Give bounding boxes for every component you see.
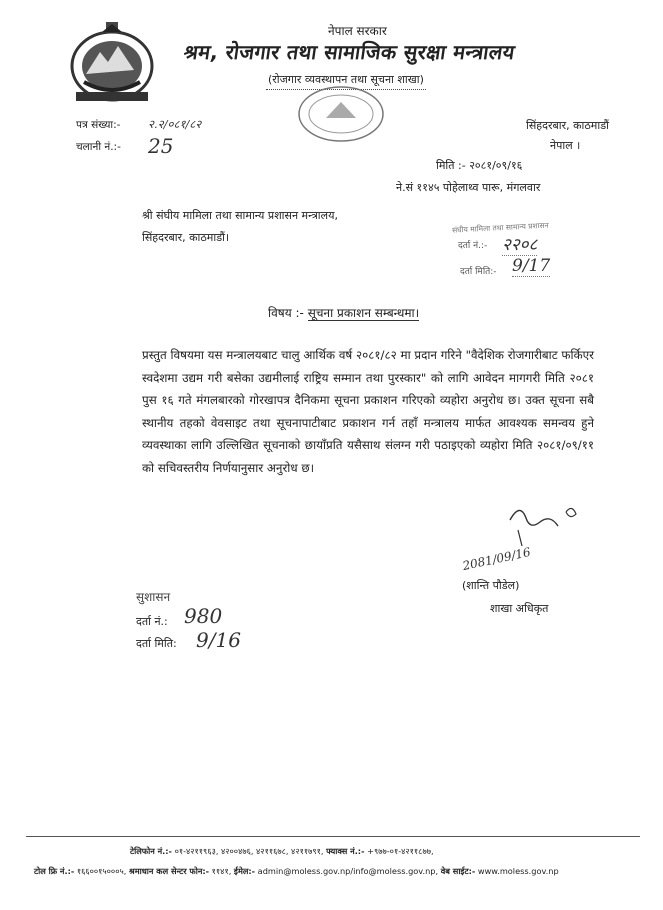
registration-no-label: दर्ता नं.:	[136, 615, 168, 628]
addressee-line2: सिंहदरबार, काठमाडौं।	[142, 231, 230, 244]
letter-no-label: पत्र संख्या:-	[76, 119, 121, 131]
signatory-title: शाखा अधिकृत	[490, 602, 549, 615]
phone-value: ०१-४२११९६३, ४२००४७६, ४२११६७८, ४२११७९१,	[174, 846, 324, 856]
fax-label: फ्याक्स नं.:-	[326, 846, 365, 856]
office-stamp-icon	[296, 84, 386, 144]
signature-scribble-icon	[440, 500, 590, 590]
division-name: (रोजगार व्यवस्थापन तथा सूचना शाखा)	[266, 72, 426, 90]
receipt-reg-date-value: 9/17	[512, 256, 551, 276]
email-link[interactable]: admin@moless.gov.np/info@moless.gov.np,	[257, 866, 439, 876]
dispatch-no-label: चलानी नं.:-	[76, 141, 121, 153]
nepal-emblem-icon	[62, 18, 162, 104]
receipt-stamp-org: संघीय मामिला तथा सामान्य प्रशासन	[451, 220, 549, 235]
callcenter-label: श्रमाधान कल सेन्टर फोन:-	[128, 866, 210, 876]
body-paragraph: प्रस्तुत विषयमा यस मन्त्रालयबाट चालु आर्थिक वर्ष २०८१/८२ मा प्रदान गरिने "वैदेशिक रोजगारीबाट फर्किएर स्वदेशमा उद्यम गरी बसेका उद्यमीलाई राष्ट्रिय सम्मान तथा पुरस्कार" को लागि आवेदन मागगरी मिति २०८१ पुस १६ गते मंगलबारको गोरखापत्र दैनिकमा सूचना प्रकाशन गरिएको व्यहोरा अनुरोध छ। उक्त सूचना सबै स्थानीय तहको वेवसाइट तथा सूचनापाटीबाट प्रकाशन गर्न तहाँ मन्त्रालय मार्फत आवश्यक समन्वय हुने व्यवस्थाका लागि उल्लिखित सूचनाको छायाँप्रति यसैसाथ संलग्न गरी पठाइएको व्यहोरा मिति २०८१/०९/११ को सचिवस्तरीय निर्णयानुसार अनुरोध छ।	[142, 348, 594, 475]
signature-date: 2081/09/16	[461, 544, 532, 574]
tollfree-label: टोल फ्रि नं.:-	[34, 866, 75, 876]
fax-value: +९७७-०१-४२११८७७,	[367, 846, 434, 856]
office-place: सिंहदरबार, काठमाडौं	[526, 119, 609, 132]
phone-label: टेलिफोन नं.:-	[130, 846, 172, 856]
receipt-stamp	[452, 222, 592, 280]
subject-line	[268, 304, 419, 321]
registration-date-label: दर्ता मिति:	[136, 637, 177, 650]
receipt-reg-no-label: दर्ता नं.:-	[458, 241, 488, 251]
footer-line2	[34, 866, 559, 877]
subject-label: विषय :-	[268, 306, 304, 320]
footer-divider	[26, 836, 640, 837]
ministry-title: श्रम, रोजगार तथा सामाजिक सुरक्षा मन्त्रालय	[182, 40, 517, 64]
registration-date-value: 9/16	[196, 628, 241, 652]
footer-line1	[130, 846, 434, 857]
addressee-line1: श्री संघीय मामिला तथा सामान्य प्रशासन मन्त्रालय,	[142, 209, 338, 222]
dispatch-no-value: 25	[148, 134, 174, 158]
receipt-reg-date-label: दर्ता मिति:-	[460, 267, 497, 277]
government-name: नेपाल सरकार	[328, 24, 387, 38]
subject-text: सूचना प्रकाशन सम्बन्धमा।	[307, 306, 420, 320]
web-label: वेब साईट:-	[440, 866, 476, 876]
tollfree-value: १६६००१५०००५,	[76, 866, 127, 876]
office-country: नेपाल ।	[550, 139, 581, 152]
callcenter-value: ११४१,	[211, 866, 232, 876]
receipt-reg-no-value: २२०८	[502, 232, 537, 256]
email-label: ईमेल:-	[233, 866, 256, 876]
registration-no-value: 980	[184, 604, 223, 628]
date-line: मिति :- २०८१/०९/१६	[436, 159, 523, 172]
nepal-sambat-date: ने.सं ११४५ पोहेलाथ्व पारू, मंगलवार	[396, 181, 541, 194]
letter-no-value: २.२/०८१/८२	[148, 117, 202, 131]
website-link[interactable]: www.moless.gov.np	[477, 866, 559, 876]
registration-received-label: सुशासन	[136, 590, 171, 604]
signatory-name: (शान्ति पौडेल)	[462, 579, 520, 592]
